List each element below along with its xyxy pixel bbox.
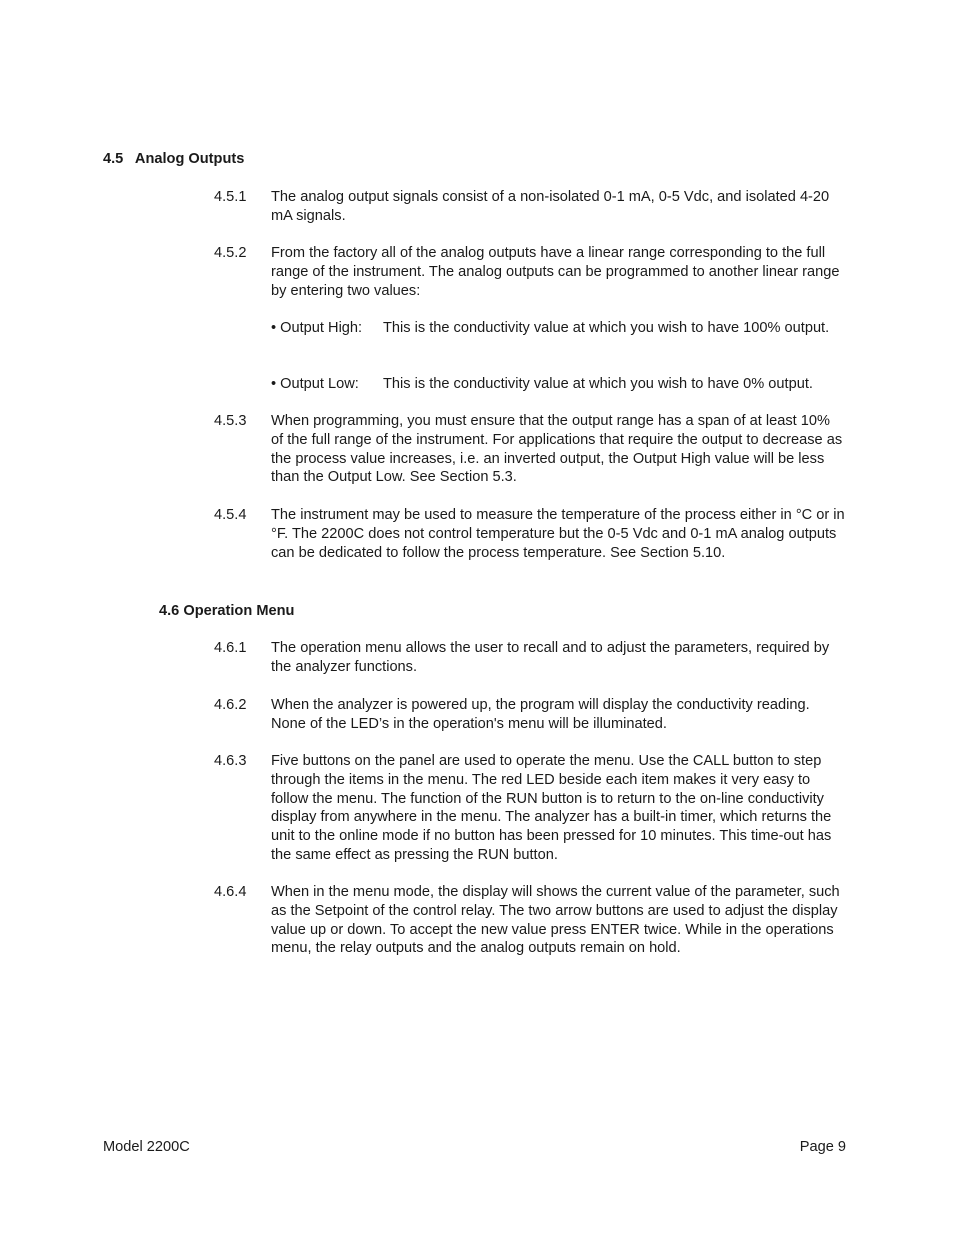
item-text-4-5-2: From the factory all of the analog outputs have a linear range corresponding to the full range of the instrument. The analog outputs can be programmed to another linear range by entering two values: (271, 245, 840, 299)
bullet-text-output-low: This is the conductivity value at which you wish to have 0% output. (383, 376, 813, 392)
item-number-4-5-1: 4.5.1 (214, 189, 247, 205)
item-number-4-6-3: 4.6.3 (214, 753, 247, 769)
item-text-4-5-4: The instrument may be used to measure the temperature of the process either in °C or in °F. The 2200C does not control temperature but the 0-5 Vdc and 0-1 mA analog outputs can be dedicated to follow the process temperature. See Section 5.10. (271, 507, 845, 561)
item-text-4-6-3: Five buttons on the panel are used to operate the menu. Use the CALL button to step through the items in the menu. The red LED beside each item makes it very easy to follow the menu. The function of the RUN button is to return to the on-line conductivity display from anywhere in the menu. The analyzer has a built-in timer, which returns the unit to the online mode if no button has been pressed for 10 minutes. This time-out has the same effect as pressing the RUN button. (271, 753, 832, 863)
section-heading-4-5: 4.5 Analog Outputs (103, 151, 245, 167)
footer-page-number: Page 9 (799, 1139, 846, 1155)
item-number-4-5-2: 4.5.2 (214, 245, 247, 261)
item-number-4-5-3: 4.5.3 (214, 413, 247, 429)
item-number-4-6-4: 4.6.4 (214, 884, 247, 900)
section-heading-4-6: 4.6 Operation Menu (159, 603, 295, 619)
item-text-4-5-3: When programming, you must ensure that the output range has a span of at least 10% of the full range of the instrument. For applications that require the output to decrease as the process value increases, i.e. an inverted output, the Output High value will be less than the Output Low. See Section 5.3. (271, 413, 843, 486)
bullet-label-output-low: • Output Low: (271, 376, 359, 392)
bullet-label-output-high: • Output High: (271, 320, 363, 336)
item-text-4-6-1: The operation menu allows the user to recall and to adjust the parameters, required by the analyzer functions. (271, 640, 830, 675)
item-number-4-6-1: 4.6.1 (214, 640, 247, 656)
item-text-4-6-4: When in the menu mode, the display will shows the current value of the parameter, such as the Setpoint of the control relay. The two arrow buttons are used to adjust the display value up or down. To accept the new value press ENTER twice. While in the operations menu, the relay outputs and the analog outputs remain on hold. (271, 884, 840, 957)
item-number-4-5-4: 4.5.4 (214, 507, 247, 523)
item-number-4-6-2: 4.6.2 (214, 697, 247, 713)
footer-model: Model 2200C (103, 1139, 190, 1155)
bullet-text-output-high: This is the conductivity value at which you wish to have 100% output. (383, 320, 830, 336)
item-text-4-5-1: The analog output signals consist of a non-isolated 0-1 mA, 0-5 Vdc, and isolated 4-20 mA signals. (271, 189, 830, 224)
item-text-4-6-2: When the analyzer is powered up, the program will display the conductivity reading. None of the LED’s in the operation's menu will be illuminated. (271, 697, 810, 732)
